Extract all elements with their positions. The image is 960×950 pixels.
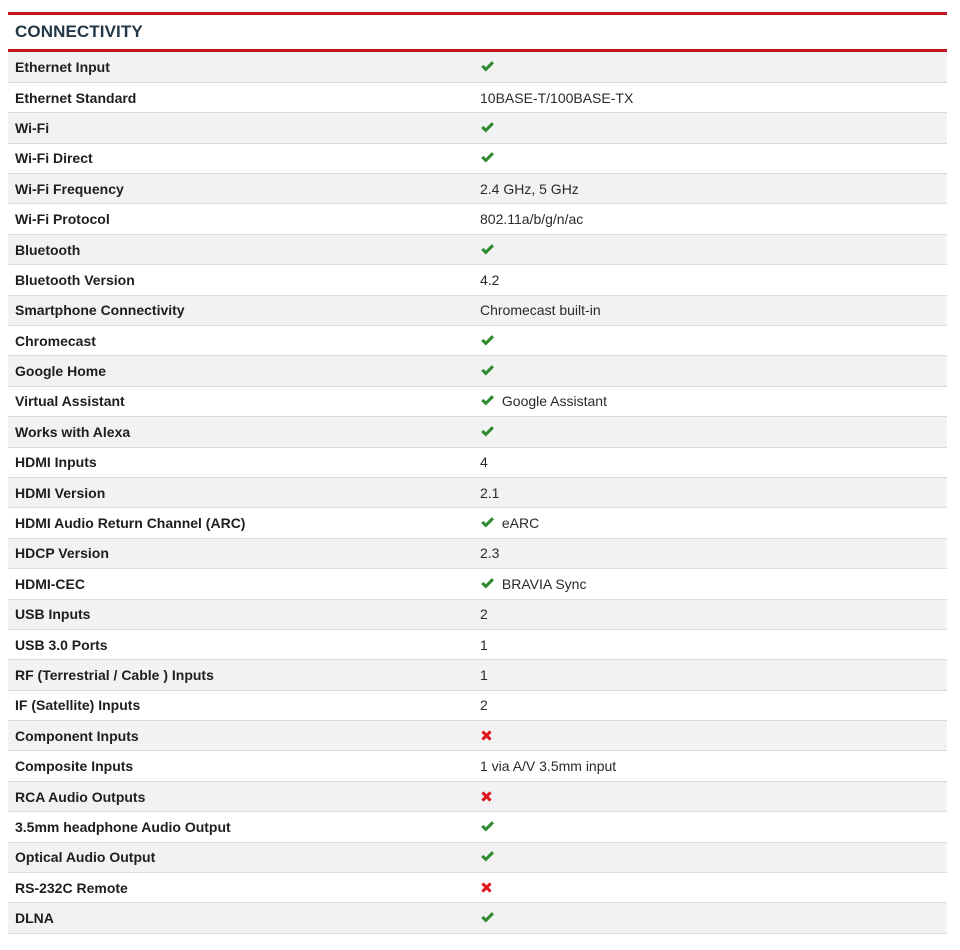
spec-value: 2.3 [480,545,500,562]
check-icon [480,577,495,590]
cross-icon [480,881,493,894]
spec-value-cell [480,781,947,811]
spec-label: Optical Audio Output [15,849,156,866]
spec-value-cell [480,477,947,507]
spec-row-10 [8,356,947,386]
spec-value-cell [480,113,947,143]
spec-value-cell [480,751,947,781]
spec-label: IF (Satellite) Inputs [15,697,141,714]
spec-value-cell [480,599,947,629]
spec-value-cell [480,508,947,538]
spec-label: HDMI Inputs [15,454,97,471]
check-icon [480,394,495,407]
spec-label: Composite Inputs [15,758,134,775]
spec-value-cell [480,842,947,872]
spec-row-1 [8,82,947,112]
spec-table-body [8,52,947,933]
spec-label: Chromecast [15,332,96,349]
check-icon [480,364,495,377]
spec-row-3 [8,143,947,173]
spec-value: 1 [480,667,488,683]
spec-value: 802.11a/b/g/n/ac [480,211,584,228]
spec-value-cell [480,265,947,295]
spec-value: 10BASE-T/100BASE-TX [480,89,634,106]
spec-label: HDMI Audio Return Channel (ARC) [15,515,246,532]
spec-label: Wi-Fi Frequency [15,180,124,197]
spec-row-5 [8,204,947,234]
spec-value-cell [480,417,947,447]
spec-label: Bluetooth [15,241,81,258]
spec-value: 2 [480,697,488,714]
spec-label: USB Inputs [15,606,91,623]
spec-row-17 [8,569,947,599]
spec-value-cell [480,143,947,173]
spec-label: 3.5mm headphone Audio Output [15,818,231,835]
spec-value-cell [480,326,947,356]
spec-row-16 [8,538,947,568]
spec-row-21 [8,690,947,720]
spec-value: 4 [480,454,488,471]
spec-label: Virtual Assistant [15,393,125,410]
spec-row-23 [8,751,947,781]
section-header [8,12,947,52]
section-title: CONNECTIVITY [15,22,143,41]
spec-value-cell [480,721,947,751]
spec-row-0 [8,52,947,82]
spec-label: Wi-Fi Protocol [15,211,110,228]
spec-label: HDMI-CEC [15,575,85,592]
spec-label: Ethernet Input [15,58,110,75]
spec-value-cell [480,569,947,599]
spec-value-cell [480,660,947,690]
spec-row-27 [8,873,947,903]
check-icon [480,243,495,256]
spec-value: 4.2 [480,271,500,288]
check-icon [480,334,495,347]
spec-row-14 [8,477,947,507]
spec-label: RF (Terrestrial / Cable ) Inputs [15,667,214,683]
spec-label: RCA Audio Outputs [15,788,146,805]
cross-icon [480,790,493,803]
spec-value: Chromecast built-in [480,302,601,319]
spec-row-8 [8,295,947,325]
spec-row-28 [8,903,947,933]
spec-value-cell [480,295,947,325]
spec-row-15 [8,508,947,538]
spec-row-26 [8,842,947,872]
check-icon [480,911,495,924]
spec-value-cell [480,174,947,204]
check-icon [480,60,495,73]
spec-value-cell [480,356,947,386]
spec-label: Google Home [15,363,107,380]
spec-label: USB 3.0 Ports [15,636,108,653]
spec-value: 2.1 [480,484,500,501]
spec-row-24 [8,781,947,811]
spec-value: eARC [501,515,540,532]
spec-label: HDCP Version [15,545,109,562]
spec-value-cell [480,903,947,933]
spec-value-cell [480,538,947,568]
spec-label: Wi-Fi [15,119,50,136]
spec-value-cell [480,386,947,416]
spec-label: Works with Alexa [15,423,131,440]
spec-value-cell [480,204,947,234]
spec-label: Ethernet Standard [15,89,137,106]
spec-label: Wi-Fi Direct [15,150,93,167]
check-icon [480,850,495,863]
cross-icon [480,729,493,742]
spec-row-11 [8,386,947,416]
spec-row-19 [8,629,947,659]
spec-value-cell [480,447,947,477]
spec-value: BRAVIA Sync [501,575,587,592]
spec-value-cell [480,234,947,264]
spec-value-cell [480,690,947,720]
spec-value: 2 [480,606,488,623]
check-icon [480,820,495,833]
check-icon [480,516,495,529]
spec-row-7 [8,265,947,295]
spec-row-22 [8,721,947,751]
spec-value-cell [480,52,947,82]
check-icon [480,151,495,164]
spec-value: 1 [480,636,488,653]
spec-row-2 [8,113,947,143]
spec-row-4 [8,174,947,204]
spec-label: RS-232C Remote [15,879,128,896]
spec-table [8,52,947,934]
check-icon [480,425,495,438]
spec-row-20 [8,660,947,690]
spec-label: Smartphone Connectivity [15,302,185,319]
spec-label: HDMI Version [15,484,106,501]
spec-row-25 [8,812,947,842]
spec-row-12 [8,417,947,447]
spec-value: 1 via A/V 3.5mm input [480,758,617,775]
spec-label: Component Inputs [15,727,139,744]
spec-row-6 [8,234,947,264]
spec-row-9 [8,326,947,356]
spec-value: Google Assistant [501,393,607,410]
spec-value-cell [480,82,947,112]
spec-value: 2.4 GHz, 5 GHz [480,180,579,197]
spec-value-cell [480,812,947,842]
spec-label: DLNA [15,910,54,927]
spec-value-cell [480,629,947,659]
spec-value-cell [480,873,947,903]
spec-row-18 [8,599,947,629]
connectivity-section [8,12,947,934]
spec-row-13 [8,447,947,477]
check-icon [480,121,495,134]
spec-label: Bluetooth Version [15,271,135,288]
